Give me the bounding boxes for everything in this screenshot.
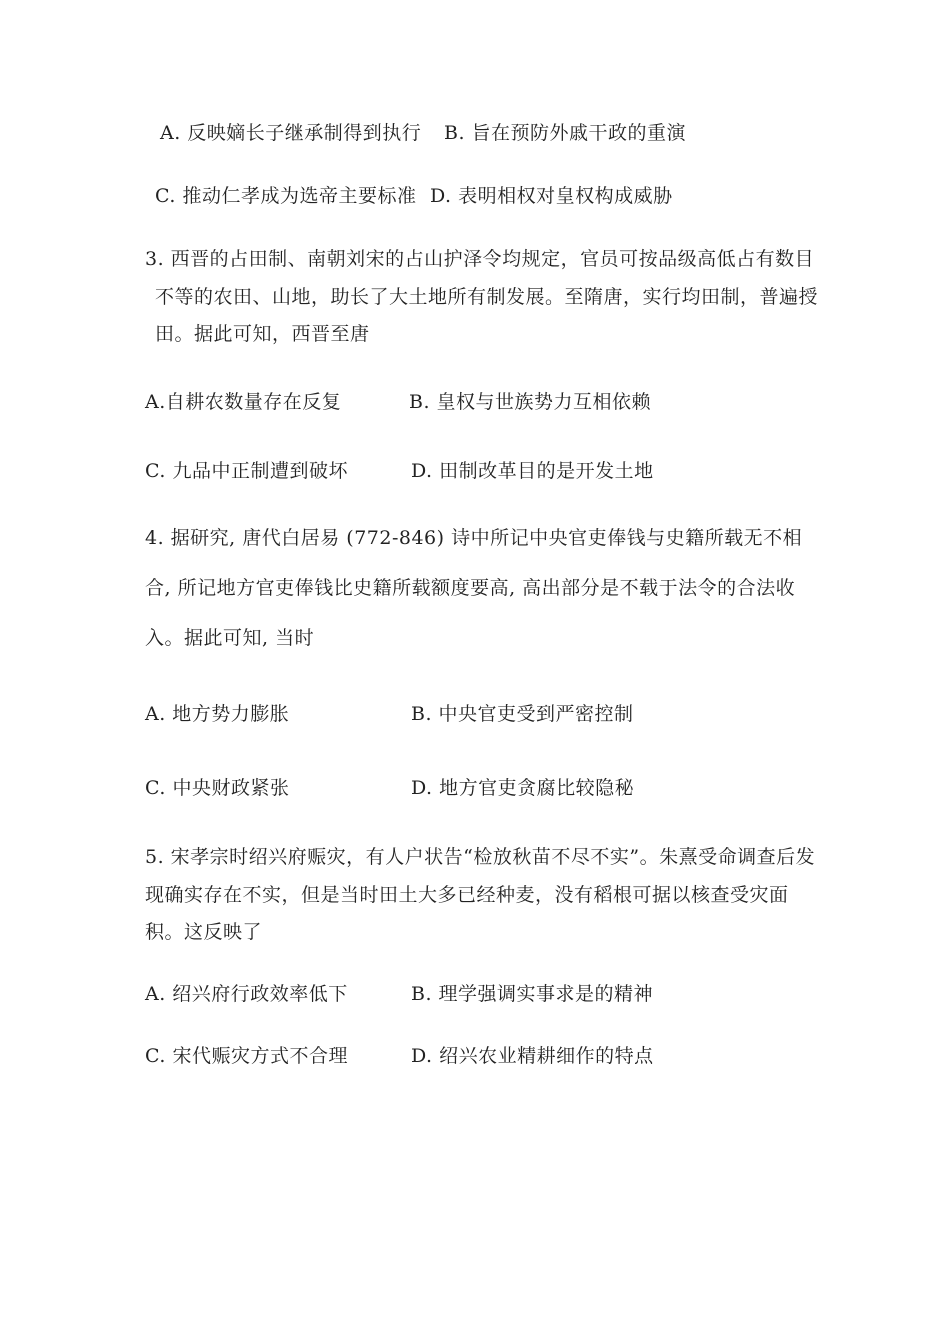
question-3-stem-line-2: 不等的农田、山地，助长了大土地所有制发展。至隋唐，实行均田制，普遍授 — [155, 286, 819, 308]
question-2-option-a: A. 反映嫡长子继承制得到执行 — [160, 122, 422, 144]
question-4-option-a: A. 地方势力膨胀 — [145, 703, 290, 725]
question-5-option-b: B. 理学强调实事求是的精神 — [411, 983, 654, 1005]
question-3-option-b: B. 皇权与世族势力互相依赖 — [409, 391, 652, 413]
question-2-option-c: C. 推动仁孝成为选帝主要标准 — [155, 185, 417, 207]
question-5-option-d: D. 绍兴农业精耕细作的特点 — [411, 1045, 654, 1067]
question-3-option-a: A.自耕农数量存在反复 — [145, 391, 342, 413]
question-3-option-c: C. 九品中正制遭到破坏 — [145, 460, 348, 482]
question-5-option-c: C. 宋代赈灾方式不合理 — [145, 1045, 348, 1067]
question-4-option-b: B. 中央官吏受到严密控制 — [411, 703, 634, 725]
question-4-option-c: C. 中央财政紧张 — [145, 777, 290, 799]
question-3-option-d: D. 田制改革目的是开发土地 — [411, 460, 654, 482]
question-3-stem-line-1: 3. 西晋的占田制、南朝刘宋的占山护泽令均规定，官员可按品级高低占有数目 — [145, 248, 815, 270]
question-3-stem-line-3: 田。据此可知，西晋至唐 — [155, 323, 370, 345]
question-2-option-b: B. 旨在预防外戚干政的重演 — [444, 122, 687, 144]
question-2-option-d: D. 表明相权对皇权构成威胁 — [430, 185, 673, 207]
question-5-stem-line-3: 积。这反映了 — [145, 921, 263, 943]
question-5-option-a: A. 绍兴府行政效率低下 — [145, 983, 348, 1005]
question-5-stem-line-1: 5. 宋孝宗时绍兴府赈灾，有人户状告“检放秋苗不尽不实”。朱熹受命调查后发 — [145, 846, 816, 868]
question-4-stem-line-3: 入。据此可知, 当时 — [145, 627, 315, 649]
question-4-option-d: D. 地方官吏贪腐比较隐秘 — [411, 777, 635, 799]
question-5-stem-line-2: 现确实存在不实，但是当时田土大多已经种麦，没有稻根可据以核查受灾面 — [145, 884, 789, 906]
question-4-stem-line-2: 合, 所记地方官吏俸钱比史籍所载额度要高, 高出部分是不载于法令的合法收 — [145, 577, 796, 599]
question-4-stem-line-1: 4. 据研究, 唐代白居易 (772-846) 诗中所记中央官吏俸钱与史籍所载无不相 — [145, 527, 803, 549]
